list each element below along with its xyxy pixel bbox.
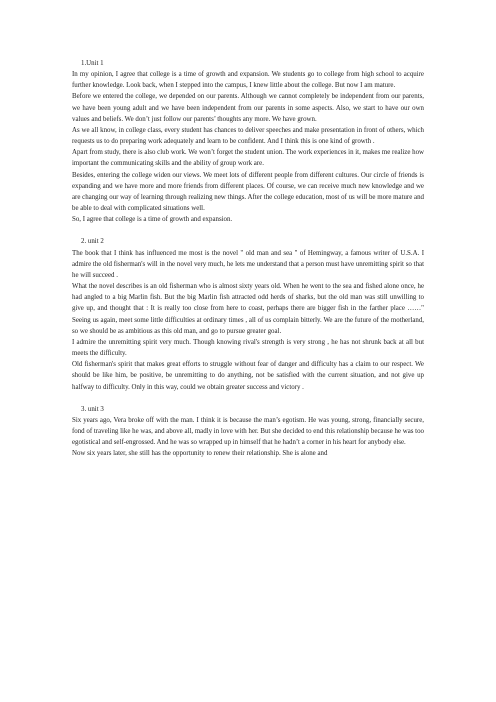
paragraph: So, I agree that college is a time of growth and expansion. xyxy=(72,216,233,224)
paragraph: I admire the unremitting spirit very much. Though knowing rival's strength is very strong , he has not shrunk back at all but meets the difficulty. xyxy=(72,338,424,358)
paragraph: The book that I think has influenced me most is the novel " old man and sea " of Hemingway, a famous writer of U.S.A. I admire the old fisherman's will in the novel very much, he lets me understand that a person must have unremitting spirit so that he will succeed . xyxy=(72,249,424,279)
paragraph: Apart from study, there is also club work. We won’t forget the student union. The work experiences in it, makes me realize how important the communicating skills and the ability of group work are. xyxy=(72,149,424,168)
section-heading: 3. unit 3 xyxy=(81,405,104,413)
paragraph: In my opinion, I agree that college is a time of growth and expansion. We students go to college from high school to acquire further knowledge. Look back, when I stepped into the campus, I knew little about the college. But now I am mature. xyxy=(72,71,424,90)
section-unit-3 xyxy=(72,404,424,460)
section-heading: 2. unit 2 xyxy=(81,238,104,246)
paragraph: Besides, entering the college widen our views. We meet lots of different people from different cultures. Our circle of friends is expanding and we have more and more friends from different places. Of course, we can receive much new knowledge and we are changing our way of learning through realizing new things. After the college education, most of us will be more mature and be able to deal with complicated situations well. xyxy=(72,171,424,213)
section-heading: 1.Unit 1 xyxy=(81,60,104,67)
paragraph: Old fisherman's spirit that makes great efforts to struggle without fear of danger and difficulty has a claim to our respect. We should be like him, be positive, be unremitting to do anything, not be satisfied with the current situation, and not give up halfway to difficulty. Only in this way, could we obtain greater success and victory . xyxy=(72,361,424,391)
section-unit-1 xyxy=(72,58,424,225)
document-page xyxy=(72,58,424,460)
section-gap xyxy=(72,225,424,236)
paragraph: What the novel describes is an old fisherman who is almost sixty years old. When he went to the sea and fished alone once, he had angled to a big Marlin fish. But the big Marlin fish attracted odd herds of sharks, but the old man was still unwilling to give up, and thought that : It is really too close from here to coast, perhaps there are bigger fish in the farther place ……" Seeing us again, meet some little difficulties at ordinary times , all of us complain bitterly. We are the future of the motherland, so we should be as ambitious as this old man, and go to pursue greater goal. xyxy=(72,283,424,335)
section-gap xyxy=(72,393,424,404)
paragraph: As we all know, in college class, every student has chances to deliver speeches and make presentation in front of others, which requests us to do preparing work adequately and learn to be confident. And I think this is one kind of growth . xyxy=(72,126,424,146)
section-unit-2 xyxy=(72,236,424,392)
paragraph: Six years ago, Vera broke off with the man. I think it is because the man’s egotism. He was young, strong, financially secure, fond of traveling like he was, and above all, madly in love with her. But she decided to end this relationship because he was too egotistical and self-engrossed. And he was so wrapped up in himself that he hadn’t a corner in his heart for anybody else. xyxy=(72,416,424,447)
paragraph: Before we entered the college, we depended on our parents. Although we cannot completely be independent from our parents, we have been young adult and we have been independent from our parents in some aspects. Also, we start to have our own values and beliefs. We don’t just follow our parents’ thoughts any more. We have grown. xyxy=(72,93,424,123)
paragraph: Now six years later, she still has the opportunity to renew their relationship. She is alone and xyxy=(72,450,328,458)
